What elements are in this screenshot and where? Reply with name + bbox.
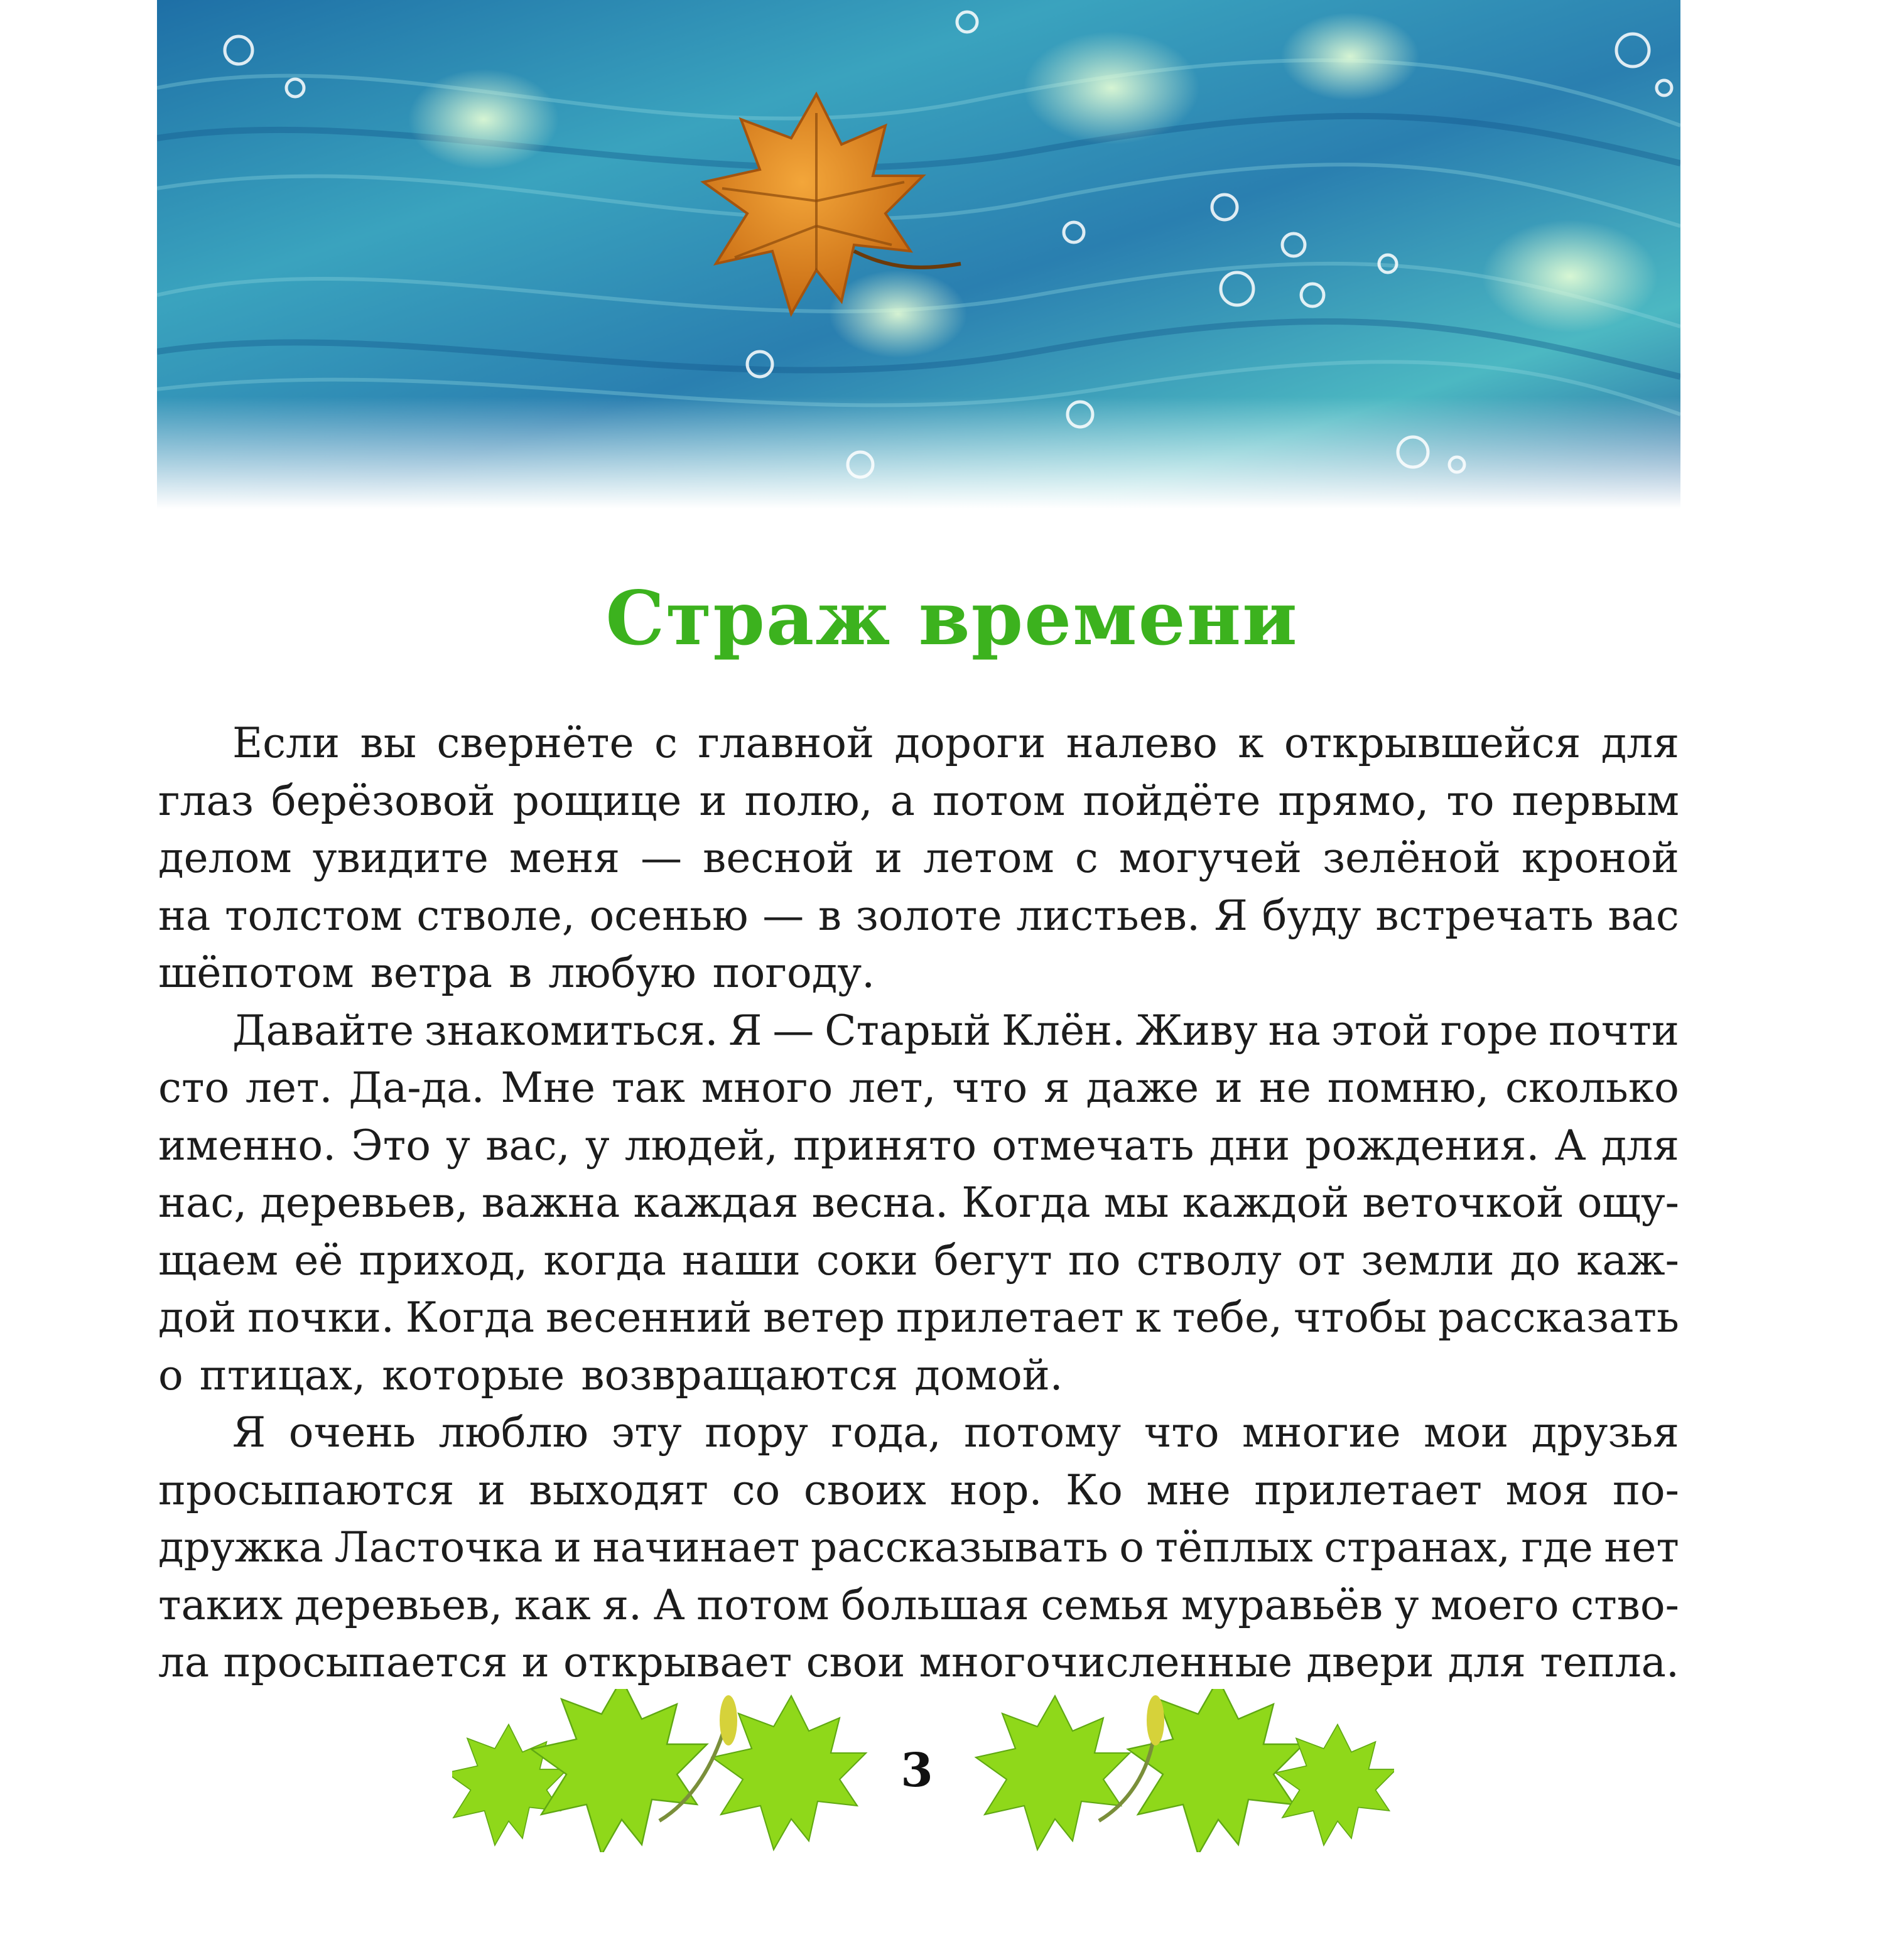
word: шёпотом	[158, 949, 354, 997]
word: могучей	[1118, 834, 1302, 882]
word: так	[611, 1064, 685, 1112]
word: Если	[232, 719, 340, 767]
word: нет	[1604, 1523, 1679, 1572]
word: таких	[158, 1580, 283, 1629]
word: чтобы	[1293, 1293, 1427, 1342]
word: к	[1238, 719, 1264, 767]
word: —	[641, 834, 683, 882]
word: для	[1601, 1121, 1679, 1170]
word: Я	[1214, 891, 1248, 940]
green-maple-leaves-icon	[452, 1689, 879, 1852]
word: рассказать	[1438, 1293, 1679, 1342]
text-line	[158, 1002, 1679, 1060]
word: прилетает	[896, 1293, 1124, 1342]
word: толстом	[225, 891, 403, 940]
word: которые	[382, 1351, 565, 1400]
word: для	[1447, 1638, 1526, 1686]
word: многочисленные	[919, 1638, 1293, 1686]
word: моего	[1431, 1580, 1559, 1629]
word: отмечать	[992, 1121, 1194, 1170]
word: деревьев,	[260, 1178, 468, 1227]
word: большая	[841, 1580, 1029, 1629]
word: соки	[816, 1236, 918, 1285]
word: земли	[1361, 1236, 1495, 1285]
word: погоду.	[712, 949, 875, 997]
text-line	[158, 1059, 1679, 1117]
word: до	[1510, 1236, 1561, 1285]
word: золоте	[855, 891, 1002, 940]
word: странах,	[1324, 1523, 1510, 1572]
word: зелёной	[1323, 834, 1501, 882]
word: Мне	[500, 1064, 596, 1112]
word: и	[1215, 1064, 1243, 1112]
word: главной	[698, 719, 875, 767]
word: налево	[1066, 719, 1218, 767]
word: просыпается	[223, 1638, 508, 1686]
word: веточкой	[1362, 1178, 1564, 1227]
word: пору	[705, 1408, 808, 1457]
word: о	[158, 1351, 183, 1400]
word: Ласточка	[334, 1523, 543, 1572]
word: ветер	[763, 1293, 885, 1342]
word: А	[653, 1580, 685, 1629]
word: делом	[158, 834, 292, 882]
word: птицах,	[199, 1351, 366, 1400]
word: прилетает	[1254, 1465, 1483, 1514]
word: стволе,	[416, 891, 575, 940]
word: ветра	[370, 949, 493, 997]
word: Когда	[405, 1293, 535, 1342]
word: почки.	[247, 1293, 394, 1342]
word: деревьев,	[294, 1580, 503, 1629]
word: то	[1446, 776, 1495, 825]
word: бегут	[934, 1236, 1052, 1285]
word: Когда	[961, 1178, 1091, 1227]
word: рощице	[512, 776, 682, 825]
word: Я	[232, 1408, 266, 1457]
word: просыпаются	[158, 1465, 455, 1514]
word: —	[772, 1006, 814, 1055]
word: дни	[1209, 1121, 1290, 1170]
word: когда	[543, 1236, 666, 1285]
word: нас,	[158, 1178, 247, 1227]
word: многие	[1242, 1408, 1401, 1457]
word: любую	[548, 949, 696, 997]
word: тепла.	[1540, 1638, 1679, 1686]
text-line	[158, 1232, 1679, 1290]
word: щаем	[158, 1236, 279, 1285]
green-maple-leaves-icon	[967, 1689, 1394, 1852]
word: именно.	[158, 1121, 337, 1170]
word: свои	[806, 1638, 906, 1686]
word: дороги	[894, 719, 1046, 767]
word: Это	[351, 1121, 431, 1170]
word: людей,	[624, 1121, 778, 1170]
word: встречать	[1375, 891, 1594, 940]
word: рождения.	[1305, 1121, 1540, 1170]
text-line	[158, 1577, 1679, 1634]
word: лет.	[246, 1064, 333, 1112]
word: у	[446, 1121, 471, 1170]
word: Клён.	[1001, 1006, 1125, 1055]
word: о	[1119, 1523, 1144, 1572]
word: важна	[481, 1178, 620, 1227]
word: увидите	[312, 834, 489, 882]
word: полю,	[744, 776, 873, 825]
word: ла	[158, 1638, 210, 1686]
word: в	[818, 891, 842, 940]
word: мои	[1424, 1408, 1509, 1457]
word: горе	[1440, 1006, 1539, 1055]
word: от	[1297, 1236, 1346, 1285]
word: берёзовой	[271, 776, 495, 825]
text-line	[158, 1404, 1679, 1462]
word: муравьёв	[1181, 1580, 1383, 1629]
word: для	[1601, 719, 1679, 767]
word: Ко	[1066, 1465, 1123, 1514]
word: потому	[964, 1408, 1122, 1457]
word: сколько	[1505, 1064, 1679, 1112]
word: рассказывать	[811, 1523, 1108, 1572]
word: вас,	[485, 1121, 570, 1170]
word: Живу	[1135, 1006, 1258, 1055]
word: стволу	[1136, 1236, 1282, 1285]
word: мы	[1103, 1178, 1169, 1227]
word: меня	[509, 834, 620, 882]
word: возвращаются	[581, 1351, 899, 1400]
word: наши	[682, 1236, 801, 1285]
word: и	[477, 1465, 506, 1514]
word: как	[514, 1580, 591, 1629]
text-line	[158, 1634, 1679, 1691]
word: лет,	[849, 1064, 936, 1112]
word: потом	[933, 776, 1066, 825]
word: начинает	[592, 1523, 800, 1572]
word: буду	[1262, 891, 1361, 940]
word: свернёте	[436, 719, 634, 767]
word: что	[952, 1064, 1028, 1112]
word: а	[890, 776, 916, 825]
word: моя	[1505, 1465, 1589, 1514]
word: и	[521, 1638, 549, 1686]
word: семья	[1041, 1580, 1170, 1629]
text-line	[158, 1289, 1679, 1347]
word: вас	[1608, 891, 1679, 940]
word: осенью	[589, 891, 749, 940]
text-line	[158, 1519, 1679, 1577]
word: нор.	[949, 1465, 1042, 1514]
word: —	[762, 891, 804, 940]
word: и	[875, 834, 903, 882]
word: со	[732, 1465, 781, 1514]
word: по	[1068, 1236, 1121, 1285]
text-line	[158, 1174, 1679, 1232]
story-text	[158, 715, 1679, 1691]
word: прямо,	[1278, 776, 1429, 825]
word: Давайте	[232, 1006, 414, 1055]
word: своих	[803, 1465, 926, 1514]
word: Да-да.	[349, 1064, 485, 1112]
word: первым	[1512, 776, 1679, 825]
word: домой.	[914, 1351, 1063, 1400]
word: дой	[158, 1293, 237, 1342]
word: мне	[1146, 1465, 1231, 1514]
word: года,	[831, 1408, 941, 1457]
word: каж-	[1576, 1236, 1679, 1285]
word: помню,	[1327, 1064, 1490, 1112]
page-number: 3	[901, 1744, 933, 1798]
word: я.	[602, 1580, 642, 1629]
word: тебе,	[1172, 1293, 1283, 1342]
word: потом	[696, 1580, 830, 1629]
word: тёплых	[1155, 1523, 1313, 1572]
word: с	[1074, 834, 1098, 882]
word: летом	[923, 834, 1054, 882]
word: весна.	[811, 1178, 949, 1227]
text-line	[158, 829, 1679, 887]
word: глаз	[158, 776, 254, 825]
word: ство-	[1571, 1580, 1679, 1629]
word: двери	[1306, 1638, 1434, 1686]
word: к	[1135, 1293, 1161, 1342]
word: дружка	[158, 1523, 324, 1572]
word: каждой	[1182, 1178, 1350, 1227]
word: в	[509, 949, 533, 997]
text-line	[158, 1117, 1679, 1175]
word: у	[1394, 1580, 1419, 1629]
word: листьев.	[1016, 891, 1200, 940]
word: открывшейся	[1284, 719, 1581, 767]
word: с	[654, 719, 678, 767]
word: знакомиться.	[424, 1006, 718, 1055]
word: кроной	[1521, 834, 1679, 882]
word: этой	[1331, 1006, 1430, 1055]
word: каждая	[633, 1178, 799, 1227]
header-illustration	[157, 0, 1680, 509]
word: я	[1044, 1064, 1070, 1112]
word: пойдёте	[1083, 776, 1261, 825]
word: А	[1554, 1121, 1586, 1170]
word: и	[699, 776, 727, 825]
word: её	[294, 1236, 343, 1285]
word: люблю	[438, 1408, 589, 1457]
word: и	[554, 1523, 582, 1572]
word: Старый	[825, 1006, 992, 1055]
word: ощу-	[1577, 1178, 1679, 1227]
word: эту	[611, 1408, 682, 1457]
text-line	[158, 1462, 1679, 1519]
word: принято	[793, 1121, 977, 1170]
word: почти	[1549, 1006, 1679, 1055]
word: по-	[1612, 1465, 1679, 1514]
word: на	[158, 891, 211, 940]
word: открывает	[563, 1638, 792, 1686]
word: приход,	[359, 1236, 528, 1285]
word: весной	[703, 834, 855, 882]
word: где	[1521, 1523, 1593, 1572]
word: Я	[728, 1006, 762, 1055]
word: много	[701, 1064, 833, 1112]
word: не	[1258, 1064, 1311, 1112]
word: даже	[1086, 1064, 1199, 1112]
word: что	[1144, 1408, 1220, 1457]
text-line	[158, 944, 1679, 1002]
word: друзья	[1531, 1408, 1679, 1457]
maple-leaf-underwater-icon	[157, 0, 1680, 509]
word: весенний	[546, 1293, 752, 1342]
word: выходят	[529, 1465, 708, 1514]
word: очень	[288, 1408, 416, 1457]
word: на	[1268, 1006, 1321, 1055]
text-line	[158, 772, 1679, 830]
text-line	[158, 715, 1679, 772]
word: вы	[360, 719, 417, 767]
text-line	[158, 887, 1679, 945]
text-line	[158, 1347, 1679, 1405]
page-title: Страж времени	[605, 574, 1299, 662]
word: у	[585, 1121, 610, 1170]
word: сто	[158, 1064, 230, 1112]
